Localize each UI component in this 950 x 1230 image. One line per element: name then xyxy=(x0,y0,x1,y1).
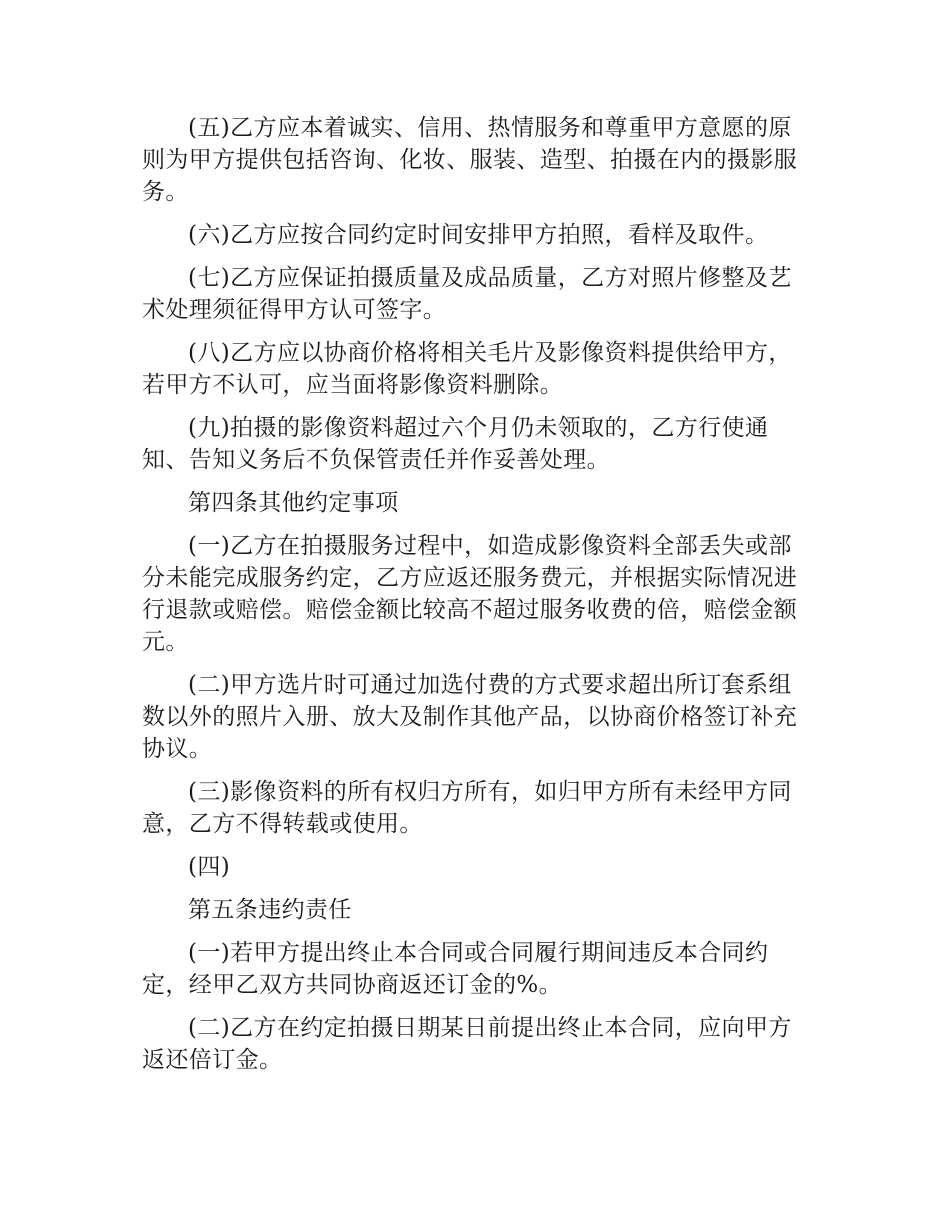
clause-8: (八)乙方应以协商价格将相关毛片及影像资料提供给甲方，若甲方不认可，应当面将影像资料删除。 xyxy=(142,340,792,398)
contract-page xyxy=(142,112,814,1087)
article-4-clause-1: (一)乙方在拍摄服务过程中，如造成影像资料全部丢失或部分未能完成服务约定，乙方应返还服务费元，并根据实际情况进行退款或赔偿。赔偿金额比较高不超过服务收费的倍，赔偿金额元。 xyxy=(142,533,798,655)
clause-6: (六)乙方应按合同约定时间安排甲方拍照，看样及取件。 xyxy=(188,222,769,248)
clause-9: (九)拍摄的影像资料超过六个月仍未领取的，乙方行使通知、告知义务后不负保管责任并作妥善处理。 xyxy=(142,415,769,473)
article-4-clause-2: (二)甲方选片时可通过加选付费的方式要求超出所订套系组数以外的照片入册、放大及制作其他产品，以协商价格签订补充协议。 xyxy=(142,672,798,762)
article-4-clause-3: (三)影像资料的所有权归方所有，如归甲方所有未经甲方同意，乙方不得转载或使用。 xyxy=(142,779,792,837)
article-5-clause-1: (一)若甲方提出终止本合同或合同履行期间违反本合同约定，经甲乙双方共同协商返还订金的%。 xyxy=(142,940,769,998)
article-4-heading: 第四条其他约定事项 xyxy=(188,490,399,516)
clause-5: (五)乙方应本着诚实、信用、热情服务和尊重甲方意愿的原则为甲方提供包括咨询、化妆、服装、造型、拍摄在内的摄影服务。 xyxy=(142,115,798,205)
article-5-clause-2: (二)乙方在约定拍摄日期某日前提出终止本合同，应向甲方返还倍订金。 xyxy=(142,1015,792,1073)
article-5-heading: 第五条违约责任 xyxy=(188,897,352,923)
clause-7: (七)乙方应保证拍摄质量及成品质量，乙方对照片修整及艺术处理须征得甲方认可签字。 xyxy=(142,265,792,323)
article-4-clause-4: (四) xyxy=(188,854,231,880)
